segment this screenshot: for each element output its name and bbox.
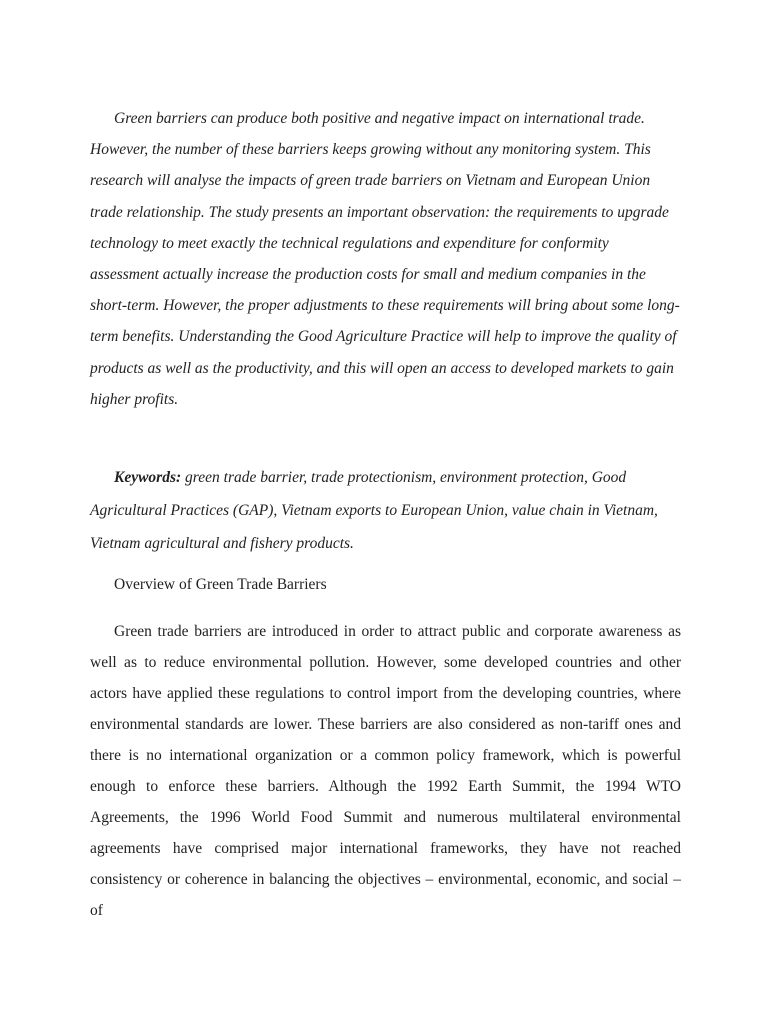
section-body-paragraph: Green trade barriers are introduced in order to attract public and corporate awareness as well as to reduce environmental pollution. However, some developed countries and other actors have applied these regulations to control import from the developing countries, where environmental standards are lower. These barriers are also considered as non-tariff ones and there is no international organization or a common policy framework, which is powerful enough to enforce these barriers. Although the 1992 Earth Summit, the 1994 WTO Agreements, the 1996 World Food Summit and numerous multilateral environmental agreements have comprised major international frameworks, they have not reached consistency or coherence in balancing the objectives – environmental, economic, and social – of [90, 623, 681, 919]
keywords-list: green trade barrier, trade protectionism, environment protection, Good Agricultural Practices (GAP), Vietnam exports to European Union, value chain in Vietnam, Vietnam agricultural and fishery products. [90, 469, 658, 552]
section-heading: Overview of Green Trade Barriers [114, 576, 327, 593]
keywords-label: Keywords: [114, 469, 182, 486]
abstract-paragraph: Green barriers can produce both positive and negative impact on international trade. However, the number of these barriers keeps growing without any monitoring system. This research will analyse the impacts of green trade barriers on Vietnam and European Union trade relationship. The study presents an important observation: the requirements to upgrade technology to meet exactly the technical regulations and expenditure for conformity assessment actually increase the production costs for small and medium companies in the short-term. However, the proper adjustments to these requirements will bring about some long-term benefits. Understanding the Good Agriculture Practice will help to improve the quality of products as well as the productivity, and this will open an access to developed markets to gain higher profits. [90, 110, 680, 408]
keywords-paragraph [90, 461, 680, 560]
